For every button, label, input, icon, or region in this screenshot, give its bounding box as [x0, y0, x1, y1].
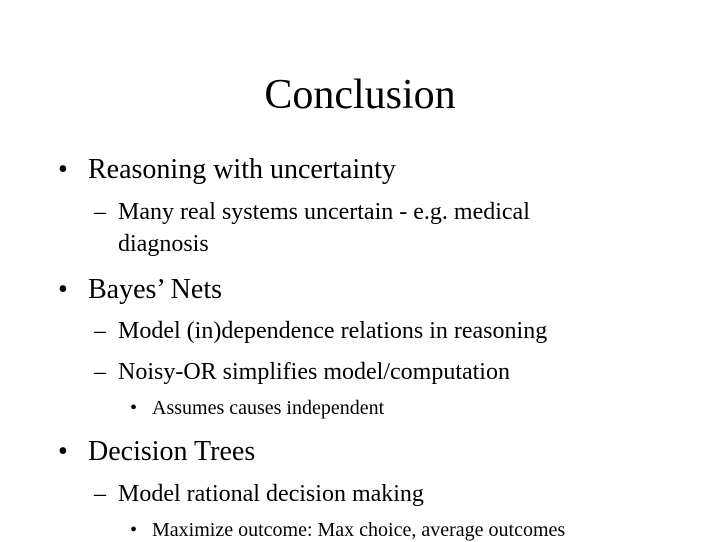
sub-bullet-model-independence: Model (in)dependence relations in reasoning: [118, 318, 548, 344]
sub-bullet-rational-decision: Model rational decision making: [118, 481, 424, 507]
sub-sub-bullet-maximize-outcome: Maximize outcome: Max choice, average outcomes: [152, 519, 566, 541]
sub-bullet-noisy-or: Noisy-OR simplifies model/computation: [118, 359, 510, 385]
bullet-l1-marker: •: [58, 274, 68, 305]
bullet-bayes-nets: Bayes’ Nets: [88, 274, 222, 305]
sub-bullet-real-systems-continued: diagnosis: [118, 231, 209, 257]
bullet-l3-marker: •: [130, 519, 138, 541]
bullet-l1-marker: •: [58, 154, 68, 185]
sub-sub-bullet-assumes-causes: Assumes causes independent: [152, 397, 385, 419]
dash-l2-marker: –: [94, 481, 106, 507]
bullet-reasoning-with-uncertainty: Reasoning with uncertainty: [88, 154, 396, 185]
bullet-l3-marker: •: [130, 397, 138, 419]
slide-title: Conclusion: [264, 72, 456, 118]
bullet-decision-trees: Decision Trees: [88, 436, 256, 467]
dash-l2-marker: –: [94, 318, 106, 344]
sub-bullet-real-systems: Many real systems uncertain - e.g. medical: [118, 199, 530, 225]
dash-l2-marker: –: [94, 199, 106, 225]
dash-l2-marker: –: [94, 359, 106, 385]
bullet-l1-marker: •: [58, 436, 68, 467]
